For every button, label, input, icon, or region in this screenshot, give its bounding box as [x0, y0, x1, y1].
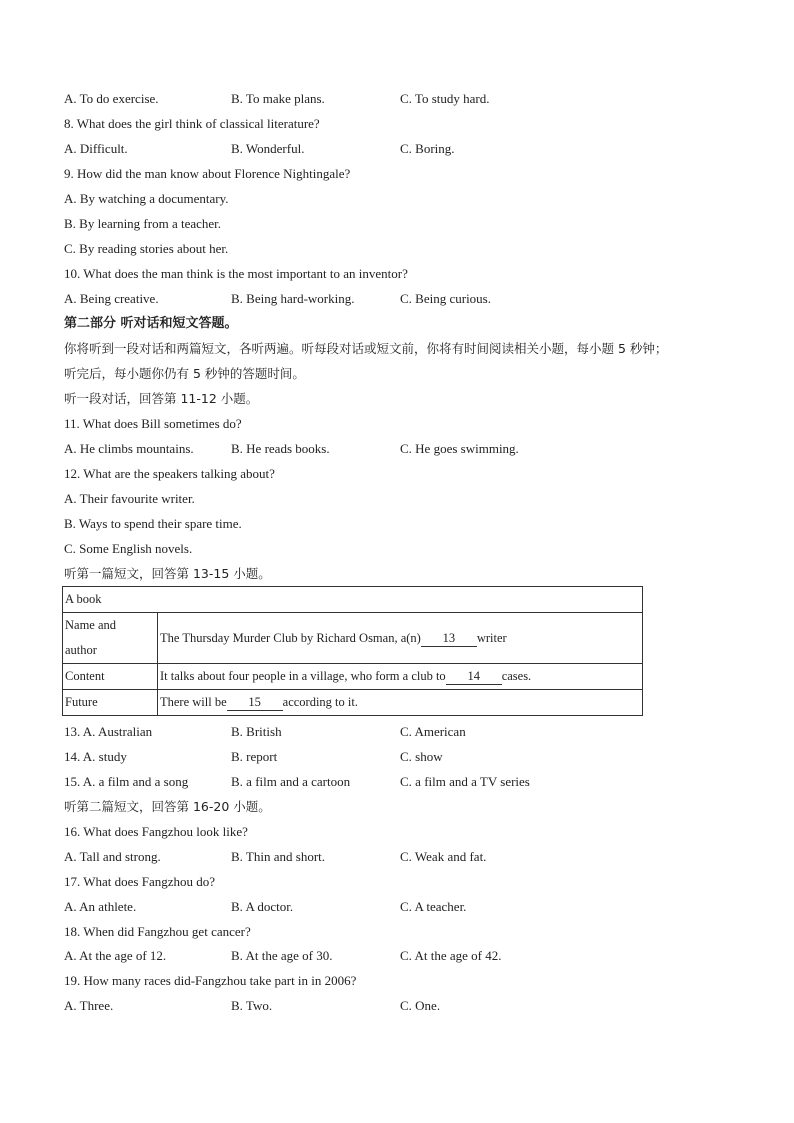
q7-option-b: B. To make plans.: [231, 91, 325, 106]
q9-option-c: C. By reading stories about her.: [64, 241, 229, 256]
q9-option-b: B. By learning from a teacher.: [64, 216, 222, 231]
part2-instruction-1: 你将听到一段对话和两篇短文，各听两遍。听每段对话或短文前，你将有时间阅读相关小题，每小题 5 秒钟；: [64, 341, 668, 356]
row-label-line2: author: [65, 643, 97, 657]
q17-question: 17. What does Fangzhou do?: [64, 874, 216, 889]
table-title: A book: [63, 587, 643, 613]
q15-options: [64, 774, 704, 790]
table-row: [63, 690, 643, 716]
q13-option-b: B. British: [231, 724, 282, 739]
q19-question: 19. How many races did-Fangzhou take part in in 2006?: [64, 973, 357, 988]
q9-question: 9. How did the man know about Florence Nightingale?: [64, 166, 351, 181]
q18-option-a: A. At the age of 12.: [64, 948, 167, 963]
row1-text: The Thursday Murder Club by Richard Osman, a(n): [160, 630, 421, 645]
q15-option-c: C. a film and a TV series: [400, 774, 530, 789]
row-cell-name-author: [158, 613, 643, 664]
q17-options: [64, 899, 704, 915]
notes-table: [62, 586, 643, 716]
row-label-content: Content: [63, 664, 158, 690]
row-label-name-author: [63, 613, 158, 664]
row-cell-content: [158, 664, 643, 690]
q8-option-a: A. Difficult.: [64, 141, 128, 156]
dialogue-intro: 听一段对话，回答第 11-12 小题。: [64, 391, 259, 406]
q10-options: [64, 291, 704, 307]
q10-option-c: C. Being curious.: [400, 291, 491, 306]
q14-options: [64, 749, 704, 765]
row2-after: cases.: [501, 669, 532, 683]
q19-option-b: B. Two.: [231, 998, 273, 1013]
row3-after: according to it.: [282, 695, 358, 709]
passage2-intro: 听第二篇短文，回答第 16-20 小题。: [64, 799, 271, 814]
q15-option-b: B. a film and a cartoon: [231, 774, 351, 789]
table-row: [63, 613, 643, 664]
q10-question: 10. What does the man think is the most important to an inventor?: [64, 266, 408, 281]
row1-after: writer: [476, 630, 507, 645]
q16-option-c: C. Weak and fat.: [400, 849, 487, 864]
q19-options: [64, 998, 704, 1014]
q11-options: [64, 441, 704, 457]
q17-option-a: A. An athlete.: [64, 899, 137, 914]
q7-options: [64, 91, 704, 107]
q11-option-c: C. He goes swimming.: [400, 441, 519, 456]
q7-option-c: C. To study hard.: [400, 91, 490, 106]
q19-option-a: A. Three.: [64, 998, 114, 1013]
blank-15: 15: [227, 694, 283, 711]
row-cell-future: [158, 690, 643, 716]
blank-13: 13: [421, 630, 477, 647]
q15-option-a: 15. A. a film and a song: [64, 774, 189, 789]
q11-option-a: A. He climbs mountains.: [64, 441, 194, 456]
table-row: [63, 664, 643, 690]
blank-14: 14: [446, 668, 502, 685]
q14-option-a: 14. A. study: [64, 749, 127, 764]
q16-question: 16. What does Fangzhou look like?: [64, 824, 248, 839]
q11-option-b: B. He reads books.: [231, 441, 330, 456]
q7-option-a: A. To do exercise.: [64, 91, 159, 106]
part2-instruction-2: 听完后，每小题你仍有 5 秒钟的答题时间。: [64, 366, 305, 381]
q11-question: 11. What does Bill sometimes do?: [64, 416, 242, 431]
q12-option-c: C. Some English novels.: [64, 541, 193, 556]
q16-options: [64, 849, 704, 865]
q14-option-c: C. show: [400, 749, 443, 764]
q12-option-a: A. Their favourite writer.: [64, 491, 195, 506]
row3-text: There will be: [160, 695, 227, 709]
q16-option-a: A. Tall and strong.: [64, 849, 161, 864]
q18-options: [64, 948, 704, 964]
q9-option-a: A. By watching a documentary.: [64, 191, 229, 206]
q10-option-a: A. Being creative.: [64, 291, 159, 306]
q17-option-b: B. A doctor.: [231, 899, 294, 914]
q13-option-a: 13. A. Australian: [64, 724, 153, 739]
q10-option-b: B. Being hard-working.: [231, 291, 355, 306]
q8-question: 8. What does the girl think of classical literature?: [64, 116, 320, 131]
q12-question: 12. What are the speakers talking about?: [64, 466, 275, 481]
q13-options: [64, 724, 704, 740]
q8-option-c: C. Boring.: [400, 141, 455, 156]
q18-option-c: C. At the age of 42.: [400, 948, 502, 963]
q16-option-b: B. Thin and short.: [231, 849, 326, 864]
q19-option-c: C. One.: [400, 998, 441, 1013]
q13-option-c: C. American: [400, 724, 466, 739]
q18-option-b: B. At the age of 30.: [231, 948, 333, 963]
row-label-line1: Name and: [65, 618, 117, 632]
q17-option-c: C. A teacher.: [400, 899, 467, 914]
row2-text: It talks about four people in a village, who form a club to: [160, 669, 446, 683]
q14-option-b: B. report: [231, 749, 278, 764]
q12-option-b: B. Ways to spend their spare time.: [64, 516, 242, 531]
q8-option-b: B. Wonderful.: [231, 141, 305, 156]
table-row: [63, 587, 643, 613]
part2-heading: 第二部分 听对话和短文答题。: [64, 316, 238, 331]
q8-options: [64, 141, 704, 157]
row-label-future: Future: [63, 690, 158, 716]
q18-question: 18. When did Fangzhou get cancer?: [64, 924, 251, 939]
passage1-intro: 听第一篇短文，回答第 13-15 小题。: [64, 566, 271, 581]
